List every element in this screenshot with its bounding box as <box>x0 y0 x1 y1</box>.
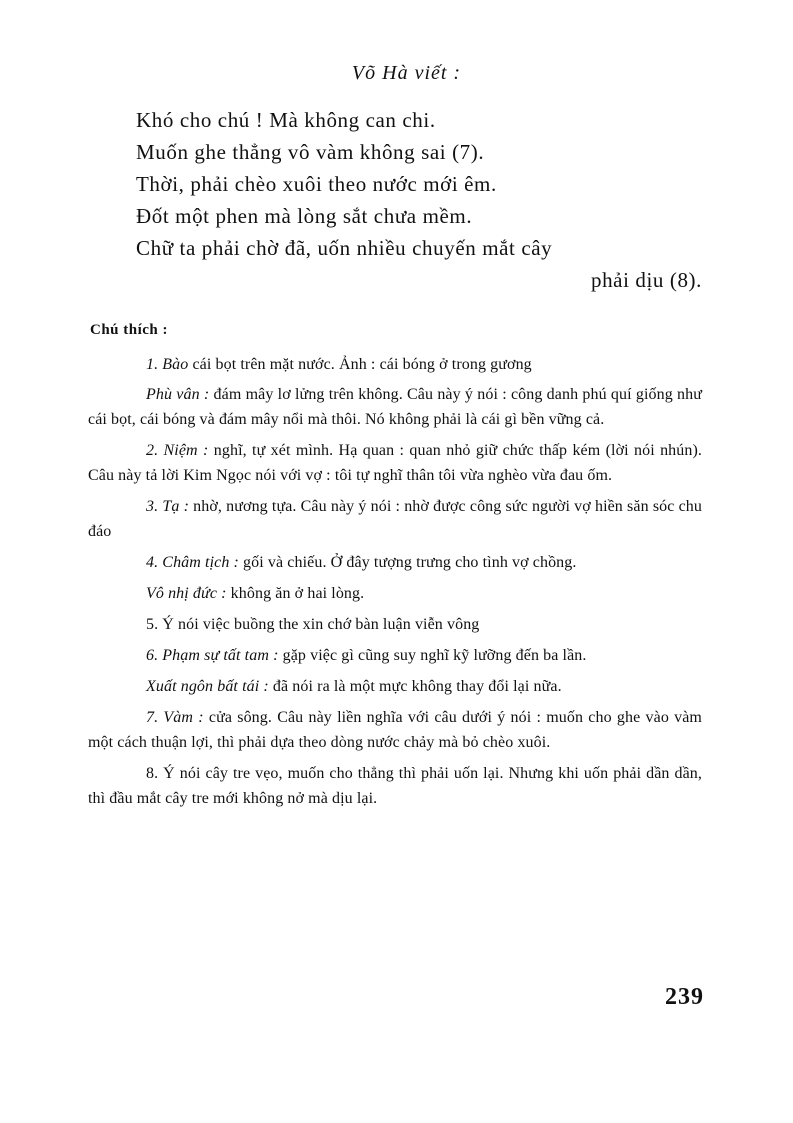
note-item <box>88 581 702 606</box>
note-term: 3. Tạ : <box>146 498 189 515</box>
note-term: 6. Phạm sự tất tam : <box>146 647 279 664</box>
poem-line-continuation: phải dịu (8). <box>590 268 702 292</box>
note-term: 1. Bào <box>146 356 189 373</box>
notes-list <box>88 352 702 817</box>
note-text: nhờ, nương tựa. Câu này ý nói : nhờ được công sức người vợ hiền săn sóc chu đáo <box>88 498 702 540</box>
note-text: đã nói ra là một mực không thay đổi lại nữa. <box>268 678 562 695</box>
poem-line: Muốn ghe thẳng vô vàm không sai (7). <box>136 140 485 164</box>
note-text: gặp việc gì cũng suy nghĩ kỹ lưỡng đến ba lần. <box>278 647 587 664</box>
poem-block <box>136 104 706 296</box>
poem-line: Khó cho chú ! Mà không can chi. <box>136 108 436 132</box>
notes-heading: Chú thích : <box>90 322 169 338</box>
page-number: 239 <box>665 984 704 1010</box>
note-text: nghĩ, tự xét mình. Hạ quan : quan nhỏ giữ chức thấp kém (lời nói nhún). Câu này tả lời Kim Ngọc nói với vợ : tôi tự nghĩ thân tôi vừa nghèo vừa đau ốm. <box>88 442 702 484</box>
poem-line: Thời, phải chèo xuôi theo nước mới êm. <box>136 172 497 196</box>
note-text: không ăn ở hai lòng. <box>226 585 365 602</box>
note-text: đám mây lơ lửng trên không. Câu này ý nói : công danh phú quí giống như cái bọt, cái bóng và đám mây nổi mà thôi. Nó không phải là cái gì bền vững cả. <box>88 386 702 428</box>
note-term: 7. Vàm : <box>146 709 204 726</box>
note-item <box>88 761 702 811</box>
note-text: 5. Ý nói việc buồng the xin chớ bàn luận viễn vông <box>146 616 480 633</box>
speaker-line: Võ Hà viết : <box>351 62 462 84</box>
note-item <box>88 382 702 432</box>
note-term: Vô nhị đức : <box>146 585 227 602</box>
note-item <box>88 612 702 637</box>
note-item <box>88 643 702 668</box>
note-item <box>88 550 702 575</box>
note-text: gối và chiếu. Ở đây tượng trưng cho tình vợ chồng. <box>238 554 577 571</box>
note-term: 2. Niệm : <box>146 442 209 459</box>
note-item <box>88 674 702 699</box>
note-item <box>88 352 702 377</box>
note-term: 4. Châm tịch : <box>146 554 239 571</box>
note-text: 8. Ý nói cây tre vẹo, muốn cho thẳng thì phải uốn lại. Nhưng khi uốn phải dần dần, thì đầu mắt cây tre mới không nở mà dịu lại. <box>88 765 702 807</box>
note-item <box>88 705 702 755</box>
poem-line: Chữ ta phải chờ đã, uốn nhiều chuyến mắt cây <box>136 236 553 260</box>
note-item <box>88 438 702 488</box>
note-text: cửa sông. Câu này liền nghĩa với câu dưới ý nói : muốn cho ghe vào vàm một cách thuận lợi, thì phải dựa theo dòng nước chảy mà bỏ chèo xuôi. <box>88 709 702 751</box>
note-item <box>88 494 702 544</box>
note-term: Xuất ngôn bất tái : <box>146 678 269 695</box>
note-term: Phù vân : <box>146 386 210 403</box>
poem-line: Đốt một phen mà lòng sắt chưa mềm. <box>136 204 473 228</box>
note-text: cái bọt trên mặt nước. Ảnh : cái bóng ở trong gương <box>188 356 532 373</box>
